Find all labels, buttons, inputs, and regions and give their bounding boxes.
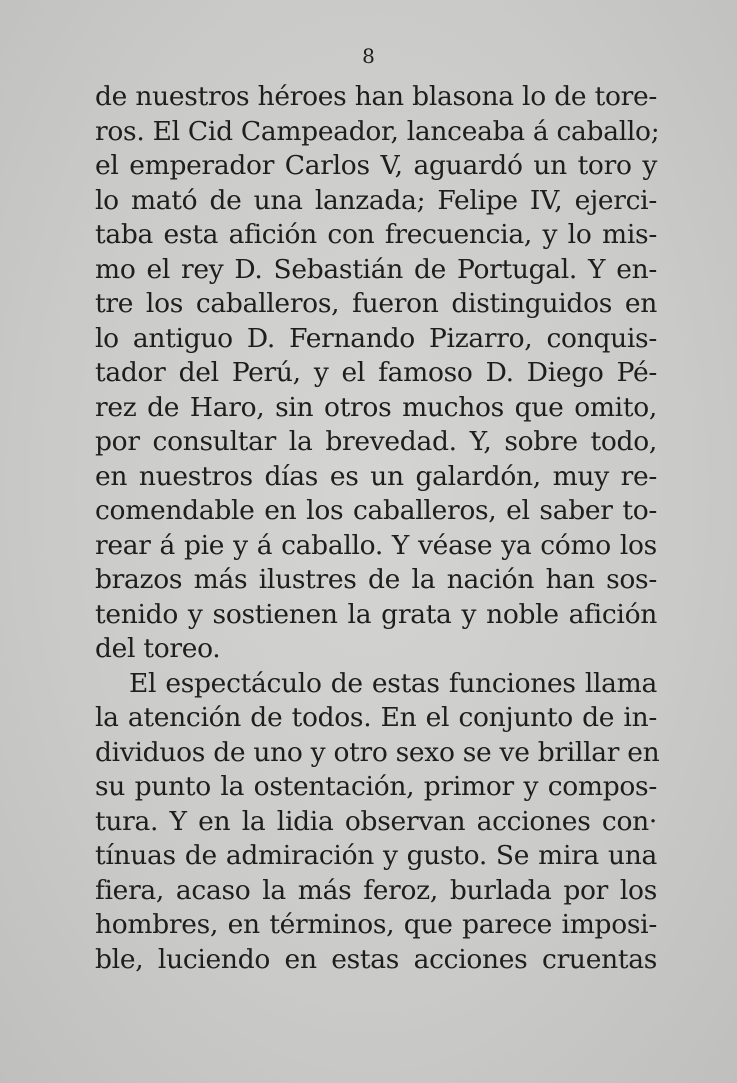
body-text [95,80,660,977]
text-line: tínuas de admiración y gusto. Se mira una [95,840,657,871]
text-line: ble, luciendo en estas acciones cruentas [95,943,657,975]
text-line: tre los caballeros, fueron distinguidos en [95,288,657,319]
text-line: rear á pie y á caballo. Y véase ya cómo los [95,529,657,561]
text-line: tador del Perú, y el famoso D. Diego Pé- [95,357,657,388]
text-line: fiera, acaso la más feroz, burlada por los [95,874,657,906]
text-line: por consultar la brevedad. Y, sobre todo, [95,426,657,457]
text-line: brazos más ilustres de la nación han sos- [95,564,657,595]
text-line: lo antiguo D. Fernando Pizarro, conquis- [95,322,657,354]
paragraph-start-line: El espectáculo de estas funciones llama [129,667,657,699]
text-line: lo mató de una lanzada; Felipe IV, ejerci- [95,184,657,216]
text-line: dividuos de uno y otro sexo se ve brillar en [95,736,660,768]
text-line: en nuestros días es un galardón, muy re- [95,460,657,492]
text-line: el emperador Carlos V, aguardó un toro y [95,150,657,181]
text-line: su punto la ostentación, primor y compos- [95,771,657,802]
text-line: tenido y sostienen la grata y noble afición [95,598,657,630]
text-line: comendable en los caballeros, el saber to- [95,495,657,526]
text-line: la atención de todos. En el conjunto de in- [95,702,657,733]
page-number: 8 [362,44,375,68]
paragraph-end-line: del toreo. [95,633,221,664]
text-line: de nuestros héroes han blasona lo de tore- [95,81,657,112]
text-line: taba esta afición con frecuencia, y lo mis- [95,219,657,250]
text-line: hombres, en términos, que parece imposi- [95,909,657,940]
text-line: tura. Y en la lidia observan acciones con· [95,805,657,837]
text-line: ros. El Cid Campeador, lanceaba á caballo; [95,115,660,147]
text-line: rez de Haro, sin otros muchos que omito, [95,391,657,423]
text-line: mo el rey D. Sebastián de Portugal. Y en- [95,253,657,285]
